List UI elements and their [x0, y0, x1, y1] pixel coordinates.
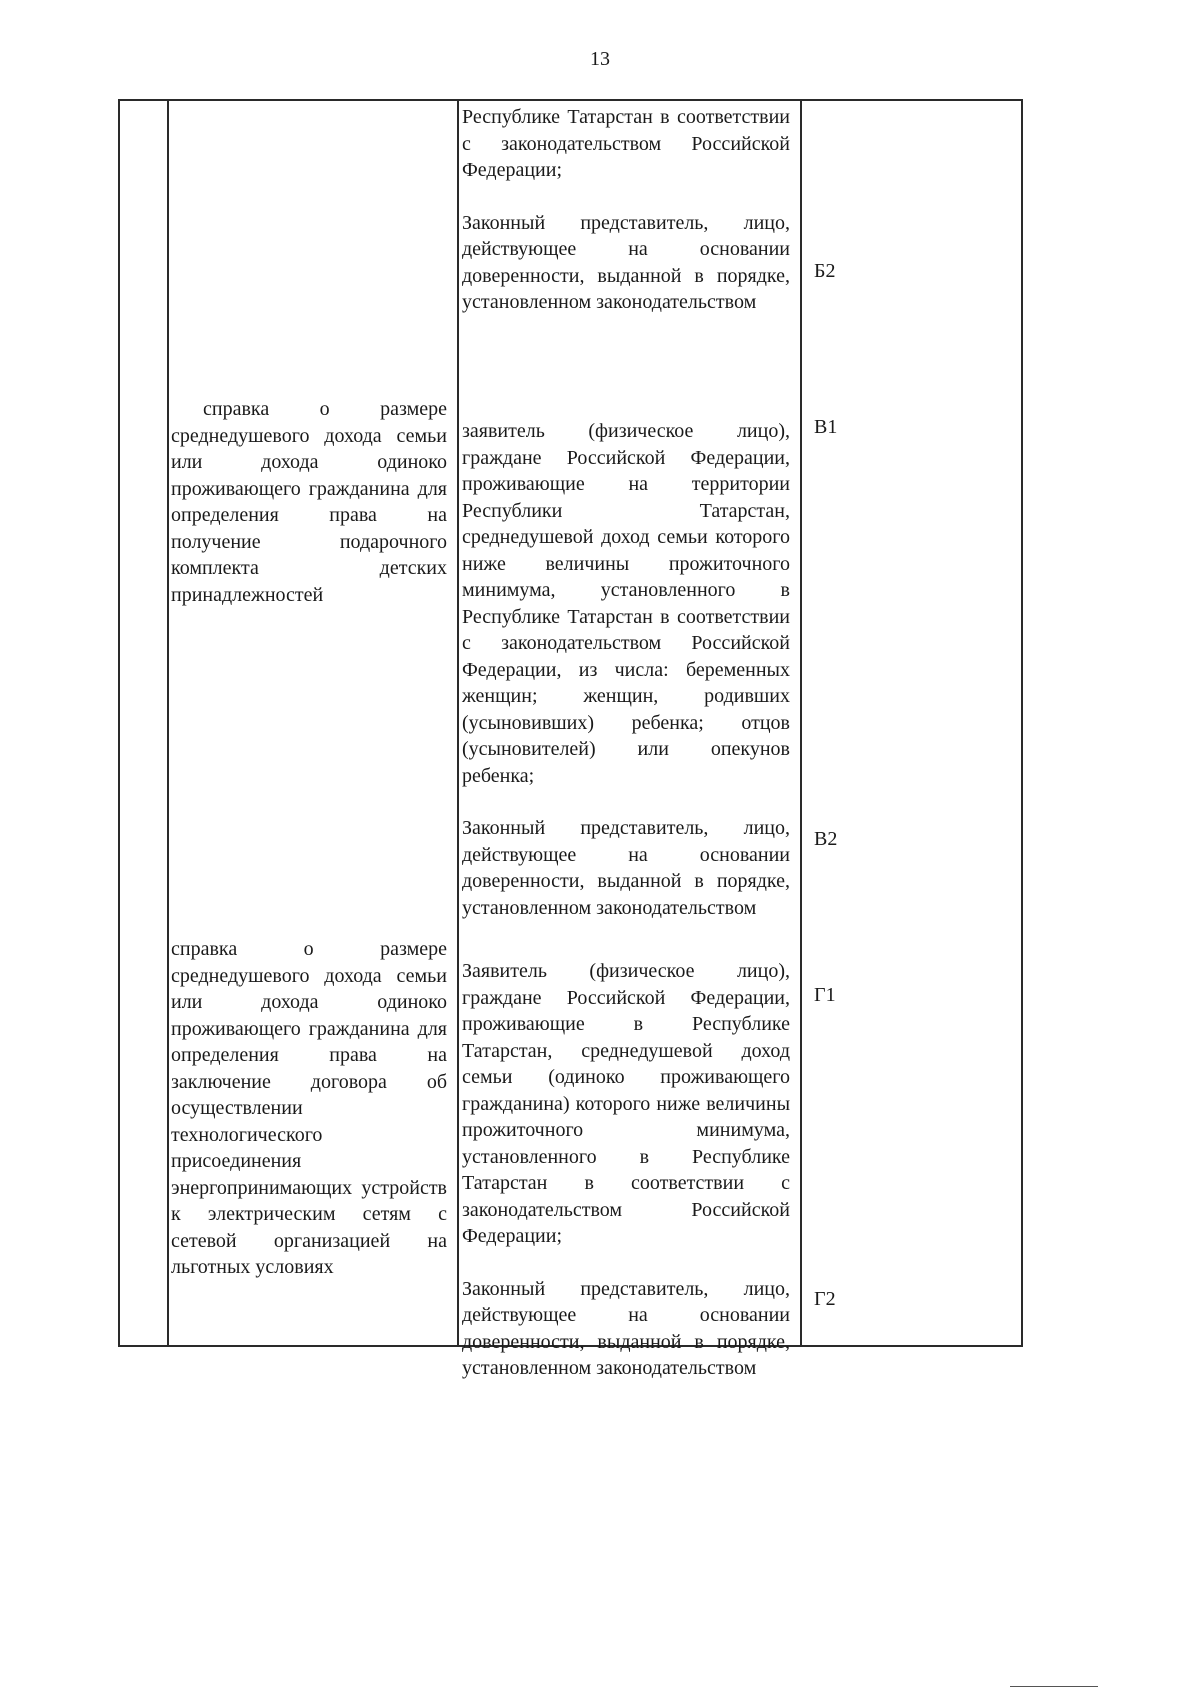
code-label: Б2 — [814, 260, 836, 282]
row-2-applicant-cell — [462, 418, 790, 921]
code-label: В1 — [814, 416, 838, 438]
table-top-border — [118, 99, 1023, 101]
row-3-applicant-cell — [462, 958, 790, 1382]
code-label: Г1 — [814, 984, 836, 1006]
applicant-text: Заявитель (физическое лицо), граждане Российской Федерации, проживающие в Республике Татарстан, среднедушевой доход семьи (одиноко проживающего гражданина) которого ниже величины прожиточного минимума, установленного в Республике Татарстан в соответствии с законодательством Российской Федерации; — [462, 960, 790, 1247]
applicant-text: Законный представитель, лицо, действующее на основании доверенности, выданной в порядке, установленном законодательством — [462, 211, 790, 313]
row-1-applicant-cell — [462, 104, 790, 316]
row-2-document-cell: справка о размере среднедушевого дохода семьи или дохода одиноко проживающего гражданина для определения права на получение подарочного комплекта детских принадлежностей — [171, 398, 447, 606]
table-right-border — [1021, 99, 1023, 1347]
scan-edge-mark — [1010, 1686, 1098, 1687]
applicant-text: Законный представитель, лицо, действующее на основании доверенности, выданной в порядке, установленном законодательством — [462, 817, 790, 919]
table-left-border — [118, 99, 120, 1347]
column-divider-3 — [800, 99, 802, 1347]
column-divider-2 — [457, 99, 459, 1347]
code-label: Г2 — [814, 1288, 836, 1310]
applicant-text: Республике Татарстан в соответствии с законодательством Российской Федерации; — [462, 106, 790, 181]
page-number: 13 — [590, 48, 610, 70]
applicant-text: заявитель (физическое лицо), граждане Российской Федерации, проживающие на территории Республики Татарстан, среднедушевой доход семьи которого ниже величины прожиточного минимума, установленного в Республике Татарстан в соответствии с законодательством Российской Федерации, из числа: беременных женщин; женщин, родивших (усыновивших) ребенка; отцов (усыновителей) или опекунов ребенка; — [462, 420, 790, 787]
code-label: В2 — [814, 828, 838, 850]
applicant-text: Законный представитель, лицо, действующее на основании доверенности, выданной в порядке, установленном законодательством — [462, 1277, 790, 1379]
column-divider-1 — [167, 99, 169, 1347]
row-3-document-cell: справка о размере среднедушевого дохода семьи или дохода одиноко проживающего гражданина для определения права на заключение договора об осуществлении технологического присоединения энергопринимающих устройств к электрическим сетям с сетевой организацией на льготных условиях — [171, 938, 447, 1278]
